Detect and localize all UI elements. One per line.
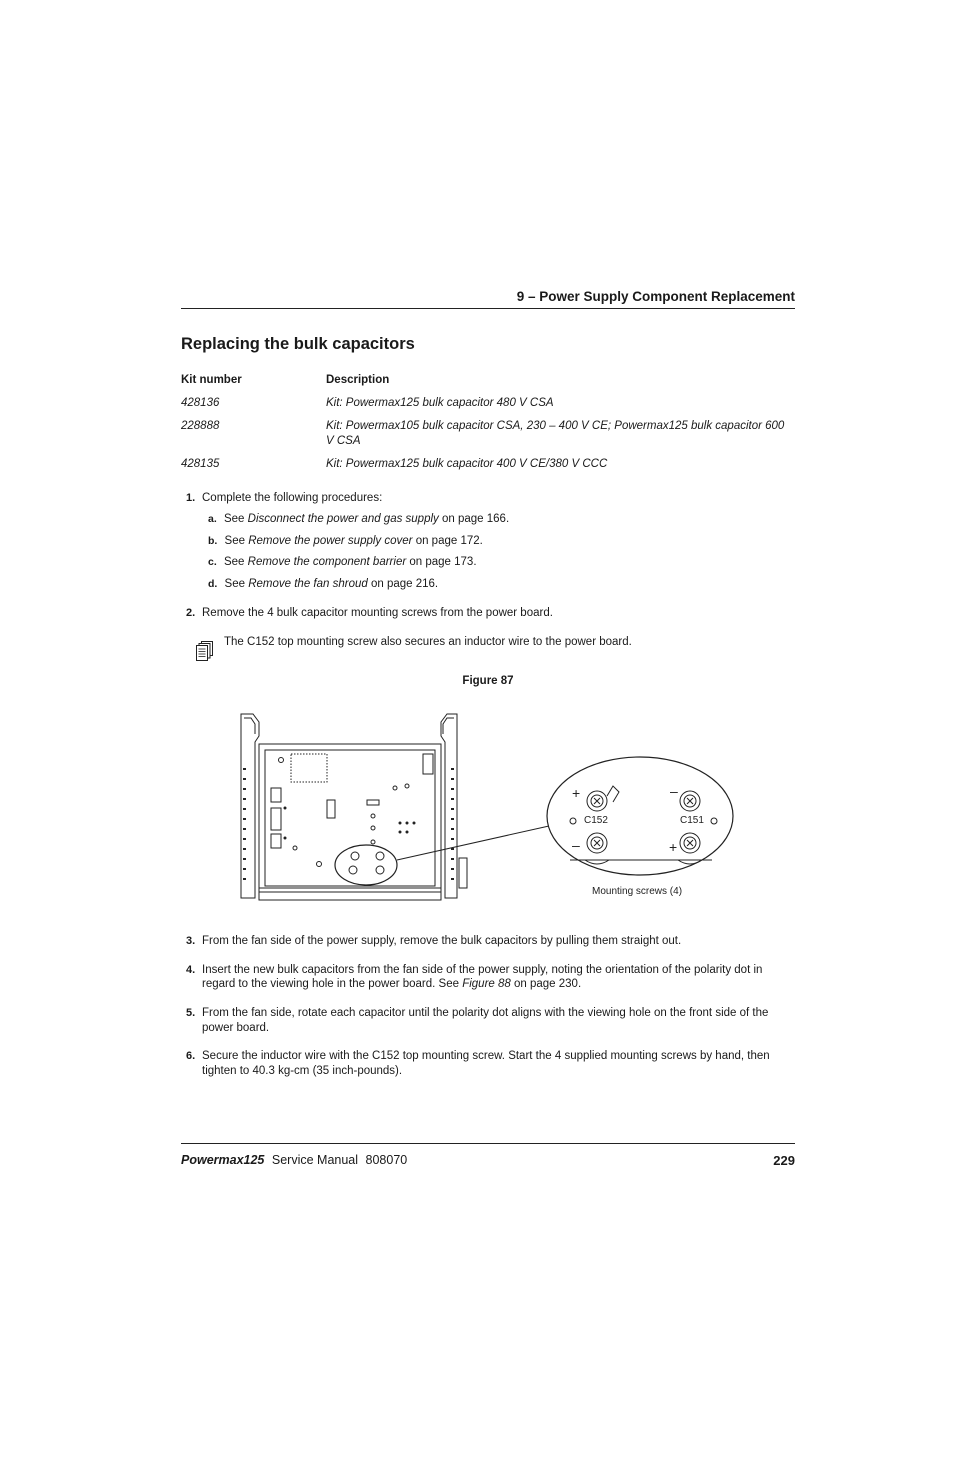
callout-leader-line [397,826,549,860]
step-text: power board. [202,1022,270,1034]
screw-slot [594,840,600,846]
polarity-viewing-hole [711,818,717,824]
sub-step-text: on page 173. [406,556,477,568]
sub-step-text: on page 172. [412,535,483,547]
kit-description-cell: Kit: Powermax125 bulk capacitor 400 V CE/380 V CCC [326,458,608,470]
capacitor-label-c152: C152 [584,815,608,826]
step-text [202,977,581,992]
polarity-minus-label: – [572,837,580,853]
capacitor-base [678,860,702,864]
kit-number-cell: 428135 [181,458,220,470]
polarity-minus-label: – [670,783,678,799]
sub-step-text: on page 216. [367,578,439,590]
step-text: From the fan side, rotate each capacitor until the polarity dot aligns with the viewing hole on the front side of the [202,1007,769,1019]
section-title: Replacing the bulk capacitors [181,335,415,353]
kit-number-cell: 428136 [181,397,220,409]
board-component [271,808,281,830]
footer-manual-number: 808070 [365,1153,408,1167]
step-text: Complete the following procedures: [202,492,383,504]
footer-manual: Service Manual [271,1153,359,1167]
chassis-base-plate [259,892,441,900]
board-hole [371,814,375,818]
screw-slot [687,798,693,804]
board-hole [405,784,409,788]
step-number: 6. [186,1050,196,1062]
kit-number-header: Kit number [181,374,242,386]
capacitor-base [585,860,609,864]
sub-step-text: See [224,535,249,547]
sub-step-text: See [223,556,248,568]
sub-step-letter: a. [208,513,217,525]
step-text-segment: on page 230. [510,978,582,990]
step-text: Secure the inductor wire with the C152 top mounting screw. Start the 4 supplied mounting screws by hand, then [202,1050,770,1062]
polarity-plus-label: + [572,785,581,801]
board-hole [317,862,322,867]
chapter-heading: 9 – Power Supply Component Replacement [516,289,795,304]
cross-reference-link[interactable]: Remove the power supply cover [248,535,413,547]
sub-step-letter: b. [208,535,218,547]
capacitor-screw [351,852,359,860]
sub-step [208,556,477,568]
capacitor-screw [376,866,384,874]
board-hole [279,758,284,763]
sub-step-letter: c. [208,556,217,568]
callout-mounting-screws: Mounting screws (4) [592,886,683,897]
note-text: The C152 top mounting screw also secures an inductor wire to the power board. [224,636,632,648]
side-connector [459,858,467,888]
screw-slot [687,840,693,846]
page-number: 229 [773,1153,795,1168]
board-hole [371,826,375,830]
board-hole [293,846,297,850]
polarity-plus-label: + [669,839,678,855]
note-icon [196,641,214,661]
chassis-vent-slots [243,768,454,880]
right-handle-outline [441,714,457,898]
footer-rule [181,1143,795,1144]
header-rule [181,308,795,309]
board-component [271,834,281,848]
step-number: 4. [186,964,196,976]
step-number: 1. [186,492,196,504]
polarity-viewing-hole [570,818,576,824]
power-supply-figure [235,708,745,908]
heatsink-block [291,754,327,782]
board-component [367,800,379,805]
sub-step-letter: d. [208,578,218,590]
screw-slot [594,798,600,804]
left-handle-outline [241,714,259,898]
sub-step [208,535,483,547]
capacitor-label-c151: C151 [680,815,704,826]
sub-step-text: See [223,513,248,525]
cross-reference-link[interactable]: Remove the component barrier [247,556,407,568]
right-handle-grip [443,718,454,734]
figure-reference-link[interactable]: Figure 88 [462,978,511,990]
sub-step-text: on page 166. [438,513,510,525]
inductor-wire-tab [607,786,619,802]
kit-number-cell: 228888 [181,420,220,432]
cross-reference-link[interactable]: Remove the fan shroud [248,578,368,590]
board-component [423,754,433,774]
board-hole [371,840,375,844]
footer-brand: Powermax125 [181,1153,265,1167]
step-text: tighten to 40.3 kg-cm (35 inch-pounds). [202,1065,403,1077]
board-component [271,788,281,802]
chassis-outline [259,744,441,892]
step-text: From the fan side of the power supply, remove the bulk capacitors by pulling them straight out. [202,935,682,947]
capacitor-screw [376,852,384,860]
step-text: Insert the new bulk capacitors from the fan side of the power supply, noting the orientation of the polarity dot in [202,964,763,976]
description-header: Description [326,374,390,386]
board-component [327,800,335,818]
sub-step-text: See [224,578,249,590]
sub-step [208,578,438,590]
footer-text [181,1153,407,1167]
cross-reference-link[interactable]: Disconnect the power and gas supply [247,513,439,525]
step-text-segment: regard to the viewing hole in the power board. See [202,978,463,990]
board-hole [393,786,397,790]
kit-description-cell: Kit: Powermax105 bulk capacitor CSA, 230 – 400 V CE; Powermax125 bulk capacitor 600 V CSA [326,420,785,447]
step-number: 5. [186,1007,196,1019]
capacitor-screw [349,866,357,874]
sub-step [208,513,509,525]
kit-description-cell: Kit: Powermax125 bulk capacitor 480 V CSA [326,397,554,409]
step-number: 2. [186,607,196,619]
left-handle-grip [244,718,255,734]
step-text: Remove the 4 bulk capacitor mounting screws from the power board. [202,607,553,619]
step-number: 3. [186,935,196,947]
capacitor-area-highlight [335,845,397,885]
figure-caption: Figure 87 [462,675,514,687]
magnified-detail-outline [547,757,733,875]
